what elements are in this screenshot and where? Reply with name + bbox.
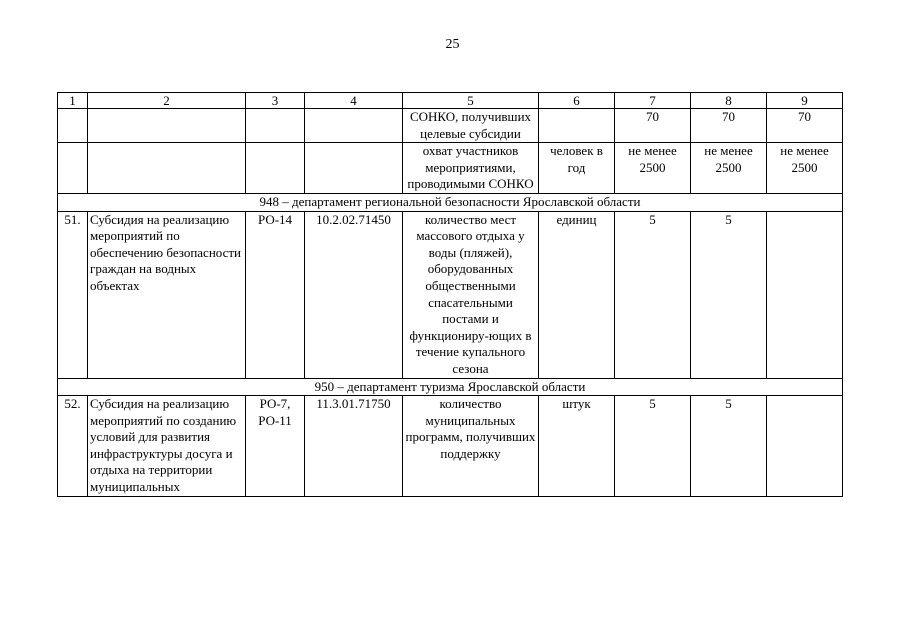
value-cell: 70 — [615, 109, 691, 143]
unit-cell — [539, 109, 615, 143]
table-row — [58, 109, 843, 143]
page-number: 25 — [445, 37, 460, 52]
section-header: 948 – департамент региональной безопасности Ярославской области — [58, 193, 843, 211]
column-number: 4 — [305, 93, 403, 109]
row-number — [58, 143, 88, 194]
code-cell — [246, 143, 305, 194]
column-number: 6 — [539, 93, 615, 109]
value-cell: 5 — [615, 211, 691, 378]
indicator-cell: количество мест массового отдыха у воды (пляжей), оборудованных общественными спасательными постами и функциониру-ющих в течение купального сезона — [403, 211, 539, 378]
value-cell: 70 — [691, 109, 767, 143]
code-cell: РО-7, РО-11 — [246, 396, 305, 497]
column-number: 7 — [615, 93, 691, 109]
code-cell: 11.3.01.71750 — [305, 396, 403, 497]
column-number: 9 — [767, 93, 843, 109]
value-cell: не менее 2500 — [615, 143, 691, 194]
row-number: 52. — [58, 396, 88, 497]
code-cell — [246, 109, 305, 143]
table-row — [58, 211, 843, 378]
code-cell: 10.2.02.71450 — [305, 211, 403, 378]
value-cell: 5 — [691, 396, 767, 497]
row-number — [58, 109, 88, 143]
table-row — [58, 143, 843, 194]
column-number: 2 — [88, 93, 246, 109]
column-number: 8 — [691, 93, 767, 109]
measure-name: Субсидия на реализацию мероприятий по созданию условий для развития инфраструктуры досуга и отдыха на территории муниципальных — [88, 396, 246, 497]
value-cell: 5 — [691, 211, 767, 378]
row-number: 51. — [58, 211, 88, 378]
section-row — [58, 378, 843, 396]
value-cell — [767, 396, 843, 497]
section-header: 950 – департамент туризма Ярославской области — [58, 378, 843, 396]
value-cell: 5 — [615, 396, 691, 497]
measure-name — [88, 109, 246, 143]
value-cell: 70 — [767, 109, 843, 143]
code-cell: РО-14 — [246, 211, 305, 378]
section-row — [58, 193, 843, 211]
measure-name: Субсидия на реализацию мероприятий по обеспечению безопасности граждан на водных объектах — [88, 211, 246, 378]
indicator-cell: СОНКО, получивших целевые субсидии — [403, 109, 539, 143]
unit-cell: штук — [539, 396, 615, 497]
indicator-cell: количество муниципальных программ, получивших поддержку — [403, 396, 539, 497]
unit-cell: единиц — [539, 211, 615, 378]
unit-cell: человек в год — [539, 143, 615, 194]
column-number: 5 — [403, 93, 539, 109]
column-number: 1 — [58, 93, 88, 109]
value-cell: не менее 2500 — [767, 143, 843, 194]
data-table — [57, 92, 843, 497]
indicator-cell: охват участников мероприятиями, проводимыми СОНКО — [403, 143, 539, 194]
table-row — [58, 396, 843, 497]
column-number: 3 — [246, 93, 305, 109]
value-cell — [767, 211, 843, 378]
measure-name — [88, 143, 246, 194]
code-cell — [305, 109, 403, 143]
column-number-row — [58, 93, 843, 109]
value-cell: не менее 2500 — [691, 143, 767, 194]
code-cell — [305, 143, 403, 194]
